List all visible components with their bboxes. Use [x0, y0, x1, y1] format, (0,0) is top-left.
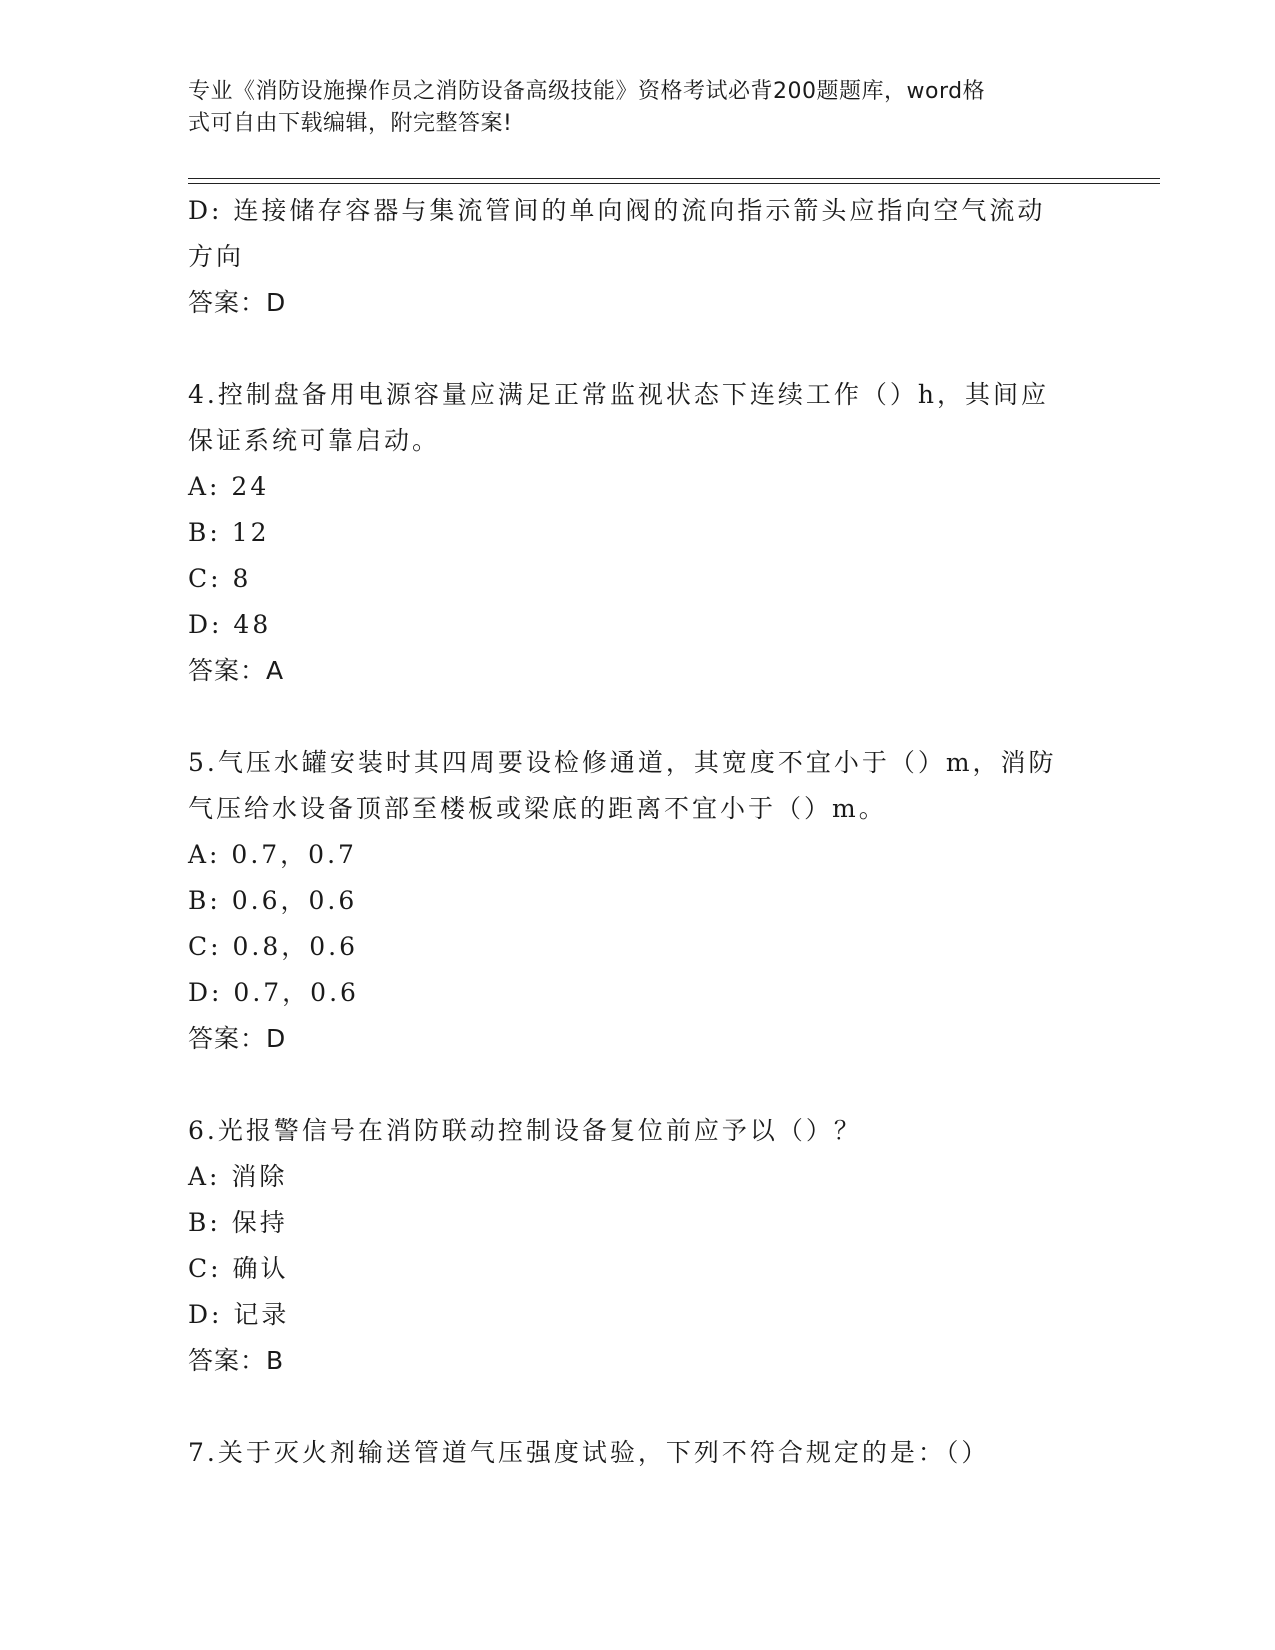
question-7 [188, 1430, 1088, 1476]
question-text-line-1: 7.关于灭火剂输送管道气压强度试验，下列不符合规定的是：（） [188, 1438, 990, 1467]
spacer [188, 326, 1088, 372]
question-4 [188, 372, 1088, 694]
option-c: C: 0.8，0.6 [188, 932, 359, 961]
question-text-line-1: 5.气压水罐安装时其四周要设检修通道，其宽度不宜小于（）m，消防 [188, 748, 1057, 777]
option-b: B: 12 [188, 518, 270, 547]
option-a: A: 24 [188, 472, 270, 501]
option-c: C: 确认 [188, 1254, 289, 1283]
answer-line: 答案：A [188, 656, 285, 685]
spacer [188, 1384, 1088, 1430]
option-d-line-2: 方向 [188, 242, 245, 271]
question-content [188, 188, 1088, 1476]
option-d: D: 0.7，0.6 [188, 978, 359, 1007]
option-a: A: 消除 [188, 1162, 288, 1191]
option-d-line-1: D: 连接储存容器与集流管间的单向阀的流向指示箭头应指向空气流动 [188, 196, 1046, 225]
question-5 [188, 740, 1088, 1062]
question-fragment [188, 188, 1088, 326]
option-b: B: 保持 [188, 1208, 288, 1237]
answer-line: 答案：D [188, 1024, 287, 1053]
question-text-line-1: 6.光报警信号在消防联动控制设备复位前应予以（）？ [188, 1116, 862, 1145]
option-d: D: 48 [188, 610, 272, 639]
answer-line: 答案：B [188, 1346, 285, 1375]
question-6 [188, 1108, 1088, 1384]
question-text-line-2: 保证系统可靠启动。 [188, 426, 441, 455]
header-line-2: 式可自由下载编辑，附完整答案! [188, 111, 513, 136]
header-divider-bottom [188, 183, 1160, 184]
header-line-1: 专业《消防设施操作员之消防设备高级技能》资格考试必背200题题库，word格 [188, 79, 986, 104]
answer-line: 答案：D [188, 288, 287, 317]
option-c: C: 8 [188, 564, 252, 593]
spacer [188, 1062, 1088, 1108]
spacer [188, 694, 1088, 740]
question-text-line-1: 4.控制盘备用电源容量应满足正常监视状态下连续工作（）h，其间应 [188, 380, 1049, 409]
document-header [188, 76, 1068, 140]
question-text-line-2: 气压给水设备顶部至楼板或梁底的距离不宜小于（）m。 [188, 794, 887, 823]
option-b: B: 0.6，0.6 [188, 886, 358, 915]
option-a: A: 0.7，0.7 [188, 840, 357, 869]
option-d: D: 记录 [188, 1300, 290, 1329]
header-divider-top [188, 178, 1160, 179]
